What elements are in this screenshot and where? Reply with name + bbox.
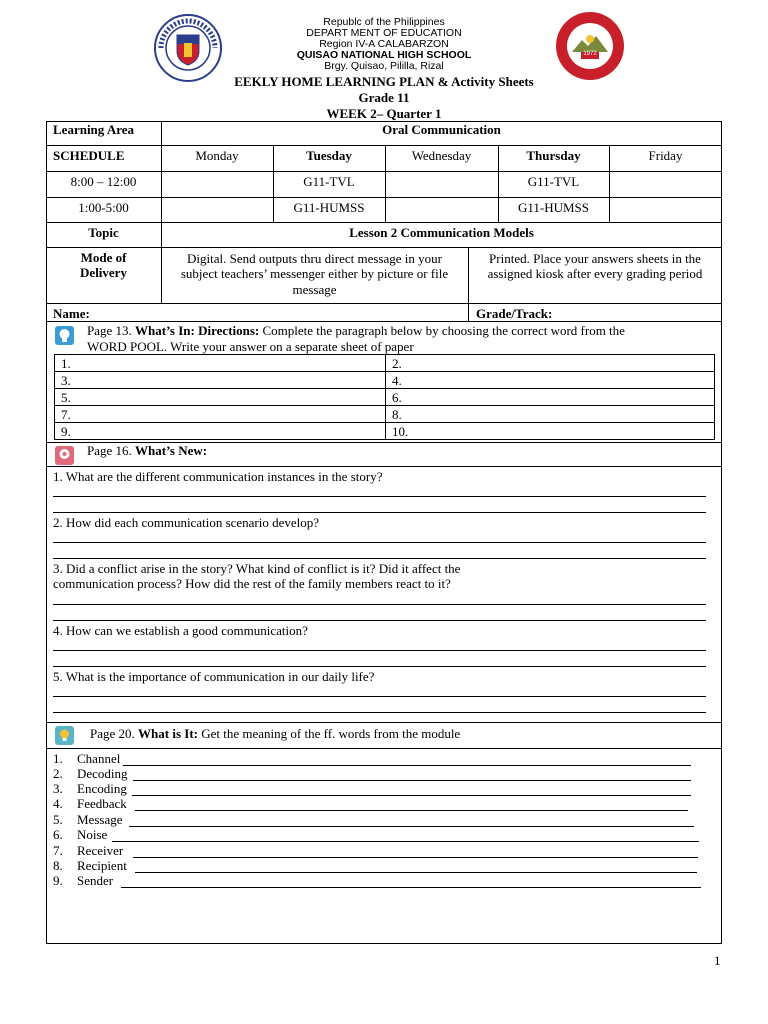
answer-line[interactable]	[53, 496, 706, 497]
answer-line[interactable]	[53, 650, 706, 651]
day-thursday: Thursday	[526, 148, 581, 163]
digital-delivery-line2: subject teachers’ messenger either by picture or file	[180, 266, 449, 281]
seal-year: 1972	[583, 51, 597, 57]
definition-blank[interactable]	[135, 860, 697, 873]
definition-blank[interactable]	[133, 845, 698, 858]
what-is-it-heading: What is It:	[138, 726, 198, 741]
answer-slot-4[interactable]: 4.	[392, 373, 402, 388]
vocab-word-recipient: Recipient	[77, 858, 127, 873]
time-slot-afternoon: 1:00-5:00	[78, 200, 129, 215]
schedule-label: SCHEDULE	[53, 148, 125, 163]
day-wednesday: Wednesday	[411, 148, 472, 163]
whats-in-text2: WORD POOL. Write your answer on a separate sheet of paper	[87, 339, 414, 354]
question-5: 5. What is the importance of communication in our daily life?	[53, 669, 375, 684]
answer-line[interactable]	[53, 512, 706, 513]
school-address: Brgy. Quisao, Pililla, Rizal	[324, 60, 444, 72]
time-slot-morning: 8:00 – 12:00	[70, 174, 137, 189]
answer-line[interactable]	[53, 542, 706, 543]
vocab-num-5: 5.	[53, 812, 63, 827]
vocab-num-8: 8.	[53, 858, 63, 873]
digital-delivery-line1: Digital. Send outputs thru direct message in your	[187, 251, 442, 266]
printed-delivery-line1: Printed. Place your answers sheets in the	[489, 251, 701, 266]
definition-blank[interactable]	[112, 829, 699, 842]
day-tuesday: Tuesday	[306, 148, 352, 163]
answer-slot-9[interactable]: 9.	[61, 424, 71, 439]
question-1: 1. What are the different communication instances in the story?	[53, 469, 383, 484]
what-is-it-page: Page 20.	[90, 726, 135, 741]
answer-slot-7[interactable]: 7.	[61, 407, 71, 422]
grade-track-label: Grade/Track:	[476, 306, 553, 321]
lightbulb-icon	[55, 726, 74, 745]
question-2: 2. How did each communication scenario develop?	[53, 515, 320, 530]
vocab-word-channel: Channel	[77, 751, 121, 766]
vocab-num-6: 6.	[53, 827, 63, 842]
answer-line[interactable]	[53, 558, 706, 559]
page-title: EEKLY HOME LEARNING PLAN & Activity Sheets	[234, 74, 534, 89]
answer-slot-3[interactable]: 3.	[61, 373, 71, 388]
definition-blank[interactable]	[132, 783, 691, 796]
digital-delivery-line3: message	[292, 282, 337, 297]
vocab-word-feedback: Feedback	[77, 796, 127, 811]
whats-in-text1: Complete the paragraph below by choosing the correct word from the	[262, 323, 625, 338]
topic-label: Topic	[88, 225, 119, 240]
school-name: QUISAO NATIONAL HIGH SCHOOL	[296, 49, 472, 61]
vocab-num-9: 9.	[53, 873, 63, 888]
vocab-word-message: Message	[77, 812, 123, 827]
answer-line[interactable]	[53, 696, 706, 697]
answer-slot-2[interactable]: 2.	[392, 356, 402, 371]
thursday-morning-class: G11-TVL	[527, 174, 580, 189]
whats-new-heading: What’s New:	[135, 443, 208, 458]
week-title: WEEK 2– Quarter 1	[326, 106, 442, 121]
whats-in-page: Page 13.	[87, 323, 132, 338]
definition-blank[interactable]	[133, 768, 691, 781]
definition-blank[interactable]	[123, 753, 691, 766]
what-is-it-text: Get the meaning of the ff. words from the module	[201, 726, 461, 741]
thursday-afternoon-class: G11-HUMSS	[517, 200, 590, 215]
tuesday-afternoon-class: G11-HUMSS	[293, 200, 365, 215]
name-label: Name:	[53, 306, 90, 321]
learning-area-label: Learning Area	[53, 122, 135, 137]
republic-text: Republc of the Philippines	[323, 16, 445, 28]
whats-new-page: Page 16.	[87, 443, 132, 458]
vocab-word-receiver: Receiver	[77, 843, 124, 858]
day-friday: Friday	[648, 148, 683, 163]
answer-line[interactable]	[53, 666, 706, 667]
vocab-num-1: 1.	[53, 751, 63, 766]
vocab-num-3: 3.	[53, 781, 63, 796]
answer-line[interactable]	[53, 604, 706, 605]
answer-line[interactable]	[53, 712, 706, 713]
vocab-word-sender: Sender	[77, 873, 114, 888]
definition-blank[interactable]	[129, 814, 694, 827]
vocab-num-4: 4.	[53, 796, 63, 811]
region-text: Region IV-A CALABARZON	[319, 38, 449, 50]
mode-label-line2: Delivery	[80, 265, 127, 280]
vocab-word-decoding: Decoding	[77, 766, 128, 781]
answer-slot-10[interactable]: 10.	[392, 424, 409, 439]
definition-blank[interactable]	[135, 798, 688, 811]
answer-slot-5[interactable]: 5.	[61, 390, 71, 405]
definition-blank[interactable]	[121, 875, 701, 888]
topic-value: Lesson 2 Communication Models	[349, 225, 534, 240]
question-3-line2: communication process? How did the rest of the family members react to it?	[53, 576, 451, 591]
answer-slot-6[interactable]: 6.	[392, 390, 402, 405]
lightbulb-head-icon	[55, 326, 74, 345]
page-number: 1	[714, 953, 721, 968]
tuesday-morning-class: G11-TVL	[303, 174, 355, 189]
what-is-it-title	[90, 726, 460, 741]
vocab-num-2: 2.	[53, 766, 63, 781]
day-monday: Monday	[195, 148, 239, 163]
vocab-word-encoding: Encoding	[77, 781, 127, 796]
vocab-word-noise: Noise	[77, 827, 108, 842]
question-4: 4. How can we establish a good communication?	[53, 623, 308, 638]
mode-label-line1: Mode of	[80, 250, 127, 265]
whats-new-title	[87, 443, 207, 458]
vocab-num-7: 7.	[53, 843, 63, 858]
department-text: DEPART MENT OF EDUCATION	[306, 27, 462, 39]
printed-delivery-line2: assigned kiosk after every grading period	[487, 266, 703, 281]
whats-in-line1	[87, 323, 625, 338]
question-3-line1: 3. Did a conflict arise in the story? What kind of conflict is it? Did it affect the	[53, 561, 461, 576]
answer-line[interactable]	[53, 620, 706, 621]
answer-slot-8[interactable]: 8.	[392, 407, 402, 422]
head-gear-icon	[55, 446, 74, 465]
grade-title: Grade 11	[358, 90, 410, 105]
learning-area-value: Oral Communication	[382, 122, 501, 137]
answer-slot-1[interactable]: 1.	[61, 356, 71, 371]
whats-in-heading: What’s In: Directions:	[135, 323, 260, 338]
